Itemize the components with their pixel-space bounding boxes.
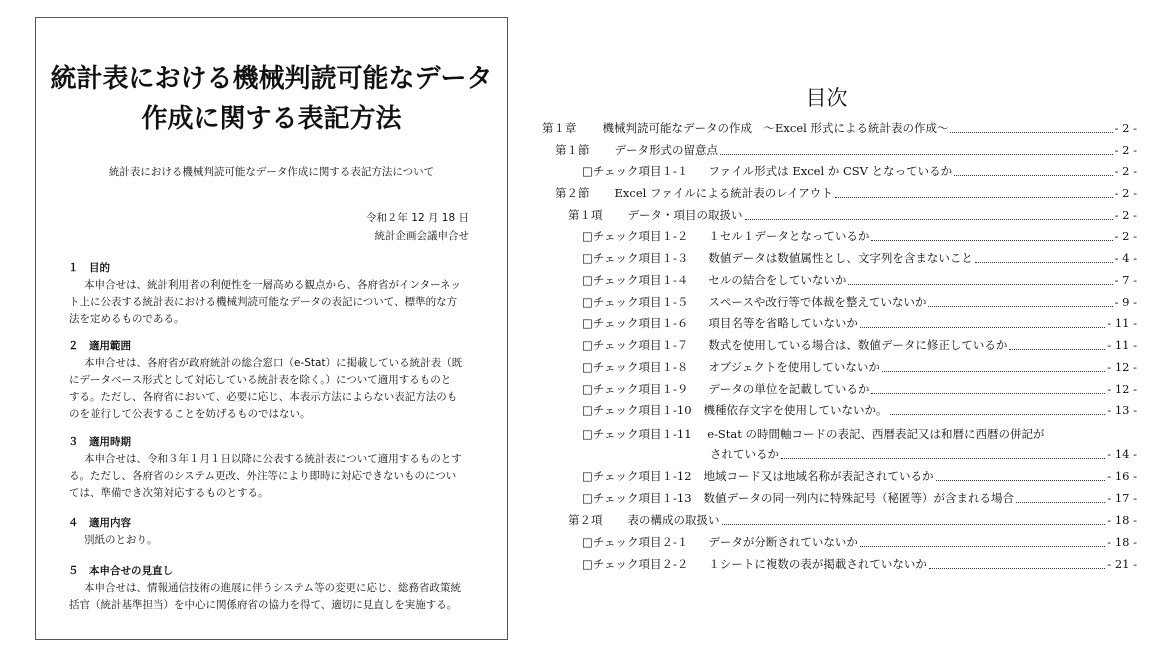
section-text-line: のを並行して公表することを妨げるものではない。	[69, 408, 311, 420]
section-heading: ５ 本申合せの見直し	[68, 565, 173, 577]
toc-entry-number: □チェック項目１-10	[582, 403, 692, 417]
toc-entry-label: 項目名等を省略していないか	[708, 316, 858, 330]
toc-leader-dots	[954, 166, 1113, 176]
toc-entry-label: データが分断されていないか	[708, 535, 858, 549]
toc-entry-label: データの単位を記載しているか	[708, 382, 870, 396]
toc-entry[interactable]	[555, 183, 1137, 203]
section-text-line: 本申合せは、統計利用者の利便性を一層高める観点から、各府省がインターネッ	[84, 279, 462, 291]
document-title-line-2: 作成に関する表記方法	[141, 104, 402, 134]
toc-leader-dots	[871, 231, 1112, 241]
toc-entry[interactable]	[582, 379, 1137, 399]
toc-entry-page: - 4 -	[1114, 251, 1137, 265]
toc-entry[interactable]	[582, 554, 1137, 574]
toc-entry-label: 数式を使用している場合は、数値データに修正しているか	[708, 338, 1008, 352]
section-text-line: ては、準備でき次第対応するものとする。	[69, 487, 269, 499]
toc-entry-number: □チェック項目１-７	[582, 338, 689, 352]
toc-entry-label: データ形式の留意点	[614, 143, 718, 157]
toc-entry[interactable]	[582, 357, 1137, 377]
toc-leader-dots	[860, 318, 1105, 328]
toc-entry-label: １セル１データとなっているか	[708, 229, 870, 243]
toc-entry-label: セルの結合をしていないか	[708, 273, 847, 287]
toc-leader-dots	[882, 362, 1105, 372]
toc-entry[interactable]	[568, 510, 1137, 530]
toc-leader-dots	[950, 123, 1112, 133]
toc-entry-number: 第２節	[555, 186, 590, 200]
toc-entry-page: - 2 -	[1114, 143, 1137, 157]
section-heading: ４ 適用内容	[68, 517, 131, 529]
toc-entry-label: 表の構成の取扱い	[627, 513, 720, 527]
toc-entry[interactable]	[542, 118, 1137, 138]
toc-leader-dots	[871, 384, 1105, 394]
toc-leader-dots	[722, 515, 1106, 525]
toc-entry-number: 第１節	[555, 143, 590, 157]
toc-entry-label: されているか	[710, 447, 779, 461]
section-text-line: 本申合せは、令和３年１月１日以降に公表する統計表について適用するものとす	[84, 453, 462, 465]
toc-leader-dots	[890, 405, 1106, 415]
section-text-line: 本申合せは、情報通信技術の進展に伴うシステム等の変更に応じ、総務省政策統	[84, 582, 461, 594]
toc-leader-dots	[1009, 340, 1105, 350]
toc-entry-label: データ・項目の取扱い	[627, 208, 743, 222]
section-heading: ３ 適用時期	[68, 436, 131, 448]
toc-entry-label: スペースや改行等で体裁を整えていないか	[708, 295, 927, 309]
toc-title: 目次	[805, 86, 848, 110]
toc-entry-number: □チェック項目１-６	[582, 316, 689, 330]
section-text-line: 別紙のとおり。	[84, 534, 158, 546]
toc-entry-number: □チェック項目１-２	[582, 229, 689, 243]
toc-entry-number: □チェック項目２-２	[582, 557, 689, 571]
toc-leader-dots	[928, 297, 1112, 307]
toc-entry-number: □チェック項目１-１	[582, 164, 689, 178]
toc-entry[interactable]	[582, 400, 1137, 420]
section-text-line: 本申合せは、各府省が政府統計の総合窓口（e-Stat）に掲載している統計表（既	[84, 357, 463, 369]
document-title-line-1: 統計表における機械判読可能なデータ	[50, 64, 493, 94]
toc-entry-label: 数値データは数値属性とし、文字列を含まないこと	[708, 251, 973, 265]
toc-leader-dots	[975, 253, 1113, 263]
toc-entry[interactable]	[582, 532, 1137, 552]
section-text-line: にデータベース形式として対応している統計表を除く。）について適用するものと	[69, 374, 452, 386]
section-text-line: する。ただし、各府省において、必要に応じ、本表示方法によらない表記方法のも	[69, 391, 458, 403]
toc-entry-label: 数値データの同一列内に特殊記号（秘匿等）が含まれる場合	[703, 491, 1015, 505]
toc-entry-label: 地域コード又は地域名称が表記されているか	[703, 469, 934, 483]
toc-leader-dots	[1016, 493, 1105, 503]
toc-entry-page: - 11 -	[1107, 316, 1137, 330]
toc-entry-label: 機械判読可能なデータの作成 ～Excel 形式による統計表の作成～	[602, 121, 949, 135]
toc-leader-dots	[936, 471, 1106, 481]
document-org: 統計企画会議申合せ	[374, 230, 469, 242]
toc-entry[interactable]	[568, 205, 1137, 225]
toc-entry[interactable]	[582, 488, 1137, 508]
toc-leader-dots	[745, 210, 1113, 220]
document-date: 令和２年 12 月 18 日	[365, 212, 469, 224]
toc-entry[interactable]	[710, 444, 1137, 464]
toc-entry-page: - 12 -	[1107, 360, 1137, 374]
toc-entry-page: - 2 -	[1114, 186, 1137, 200]
toc-entry-page: - 7 -	[1114, 273, 1137, 287]
toc-entry-page: - 21 -	[1107, 557, 1137, 571]
toc-entry-page: - 16 -	[1107, 469, 1137, 483]
document-subtitle: 統計表における機械判読可能なデータ作成に関する表記方法について	[108, 166, 435, 178]
toc-entry[interactable]	[582, 161, 1137, 181]
toc-entry-page: - 12 -	[1107, 382, 1137, 396]
section-text-line: 法を定めるものである。	[69, 313, 185, 325]
toc-entry-number: □チェック項目１-５	[582, 295, 689, 309]
section-heading: ２ 適用範囲	[68, 340, 131, 352]
toc-entry-label: オブジェクトを使用していないか	[708, 360, 880, 374]
toc-leader-dots	[835, 188, 1113, 198]
section-text-line: 括官（統計基準担当）を中心に関係府省の協力を得て、適切に見直しを実施する。	[69, 599, 458, 611]
toc-leader-dots	[720, 145, 1113, 155]
toc-entry-number: □チェック項目１-８	[582, 360, 689, 374]
toc-entry-page: - 18 -	[1107, 535, 1137, 549]
toc-entry-number: □チェック項目１-９	[582, 382, 689, 396]
toc-leader-dots	[781, 449, 1105, 459]
toc-leader-dots	[929, 559, 1105, 569]
toc-entry[interactable]	[582, 335, 1137, 355]
toc-entry[interactable]	[582, 313, 1137, 333]
toc-entry-label: e-Stat の時間軸コードの表記、西暦表記又は和暦に西暦の併記が	[707, 427, 1045, 441]
toc-entry[interactable]	[582, 226, 1137, 246]
toc-entry-number: □チェック項目１-12	[582, 469, 692, 483]
toc-leader-dots	[848, 275, 1112, 285]
toc-entry-label: ファイル形式は Excel か CSV となっているか	[708, 164, 953, 178]
toc-entry-page: - 2 -	[1114, 208, 1137, 222]
toc-entry-page: - 13 -	[1107, 403, 1137, 417]
toc-entry-label: 機種依存文字を使用していないか。	[703, 403, 888, 417]
toc-entry-page: - 18 -	[1107, 513, 1137, 527]
toc-entry-number: □チェック項目２-１	[582, 535, 689, 549]
toc-entry-label: Excel ファイルによる統計表のレイアウト	[614, 186, 833, 200]
toc-entry-page: - 2 -	[1114, 164, 1137, 178]
toc-entry-page: - 2 -	[1114, 121, 1137, 135]
toc-entry-number: 第２項	[568, 513, 603, 527]
toc-leader-dots	[860, 537, 1105, 547]
toc-entry-page: - 2 -	[1114, 229, 1137, 243]
toc-entry-page: - 9 -	[1114, 295, 1137, 309]
section-text-line: る。ただし、各府省のシステム更改、外注等により即時に対応できないものについ	[69, 470, 457, 482]
section-heading: １ 目的	[68, 262, 110, 274]
toc-entry[interactable]	[555, 140, 1137, 160]
toc-entry[interactable]	[582, 466, 1137, 486]
toc-entry-number: 第１章	[542, 121, 577, 135]
toc-entry-page: - 14 -	[1107, 447, 1137, 461]
toc-entry-page: - 17 -	[1107, 491, 1137, 505]
toc-entry-number: □チェック項目１-４	[582, 273, 689, 287]
toc-entry-page: - 11 -	[1107, 338, 1137, 352]
toc-entry[interactable]	[582, 292, 1137, 312]
toc-entry-label: １シートに複数の表が掲載されていないか	[708, 557, 927, 571]
toc-entry[interactable]	[582, 426, 1045, 442]
toc-entry-number: □チェック項目１-11	[582, 427, 692, 441]
toc-entry[interactable]	[582, 248, 1137, 268]
toc-entry-number: 第１項	[568, 208, 603, 222]
toc-entry-number: □チェック項目１-13	[582, 491, 692, 505]
toc-entry-number: □チェック項目１-３	[582, 251, 689, 265]
toc-entry[interactable]	[582, 270, 1137, 290]
section-text-line: ト上に公表する統計表における機械判読可能なデータの表記について、標準的な方	[69, 296, 458, 308]
